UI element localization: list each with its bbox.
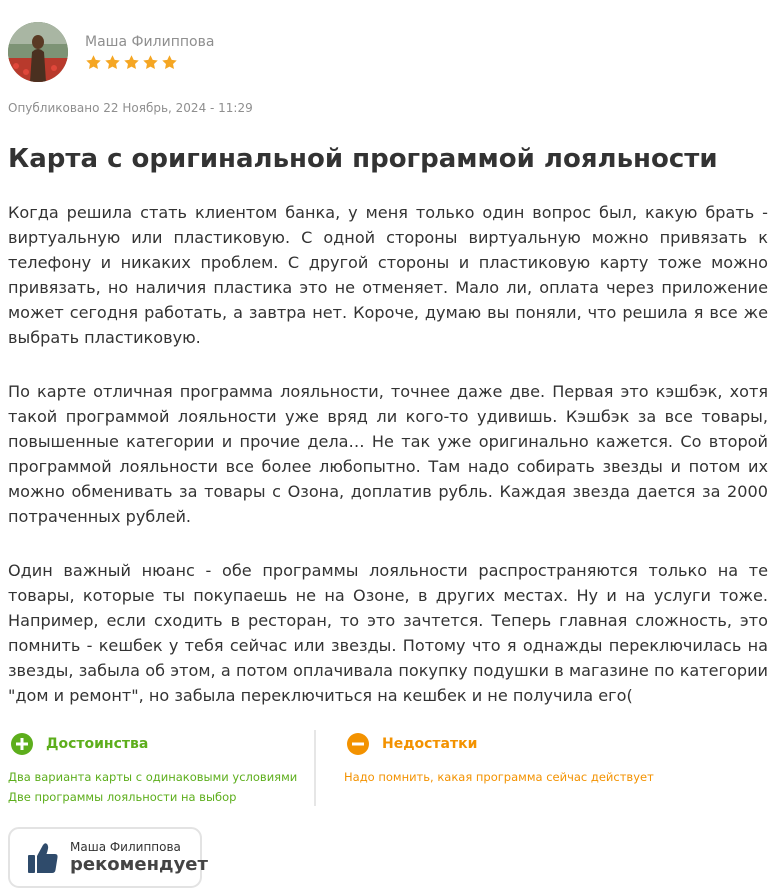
author-block bbox=[8, 22, 214, 82]
review-paragraph: По карте отличная программа лояльности, точнее даже две. Первая это кэшбэк, хотя такой программой лояльности уже вряд ли кого-то удивишь. Кэшбэк за все товары, повышенные категории и прочие дела… Не так уже оригинально кажется. Со второй программой лояльности все более любопытно. Там надо собирать звезды и потом их можно обменивать за товары с Озона, доплатив рубль. Каждая звезда дается за 2000 потраченных рублей. bbox=[8, 382, 768, 526]
pros-item: Два варианта карты с одинаковыми условиями bbox=[8, 770, 298, 784]
rating-stars bbox=[85, 54, 214, 71]
star-icon bbox=[161, 54, 178, 71]
thumbs-up-icon bbox=[28, 842, 58, 874]
pros-header bbox=[11, 733, 311, 755]
cons-item: Надо помнить, какая программа сейчас действует bbox=[344, 770, 654, 784]
pros-list bbox=[8, 767, 311, 807]
plus-circle-icon bbox=[11, 733, 33, 755]
recommend-label: рекомендует bbox=[70, 853, 208, 875]
review-paragraph: Один важный нюанс - обе программы лояльности распространяются только на те товары, которые ты покупаешь не на Озоне, в других местах. Ну и на услуги тоже. Например, если сходить в ресторан, то это зачтется. Теперь главная сложность, это помнить - кешбек у тебя сейчас или звезды. Потому что я однажды переключилась на звезды, забыла об этом, а потом оплачивала покупку подушки в магазине по категории "дом и ремонт", но забыла переключиться на кешбек и не получила его( bbox=[8, 561, 768, 705]
minus-circle-icon bbox=[347, 733, 369, 755]
pros-item: Две программы лояльности на выбор bbox=[8, 790, 237, 804]
star-icon bbox=[142, 54, 159, 71]
recommend-author: Маша Филиппова bbox=[70, 839, 181, 854]
recommend-text bbox=[70, 840, 208, 876]
star-icon bbox=[104, 54, 121, 71]
author-name[interactable]: Маша Филиппова bbox=[85, 34, 215, 50]
recommend-badge bbox=[8, 827, 208, 888]
pros-section bbox=[8, 733, 311, 807]
cons-header bbox=[347, 733, 767, 755]
cons-section bbox=[344, 733, 767, 787]
avatar[interactable] bbox=[8, 22, 68, 82]
published-date: Опубликовано 22 Ноябрь, 2024 - 11:29 bbox=[8, 101, 253, 115]
cons-list bbox=[344, 767, 767, 787]
pros-cons-divider bbox=[314, 730, 316, 806]
pros-label: Достоинства bbox=[46, 736, 149, 752]
review-title: Карта с оригинальной программой лояльности bbox=[8, 144, 718, 174]
review-body bbox=[8, 200, 768, 737]
cons-label: Недостатки bbox=[382, 736, 478, 752]
star-icon bbox=[85, 54, 102, 71]
avatar-image bbox=[8, 22, 68, 82]
review-paragraph: Когда решила стать клиентом банка, у меня только один вопрос был, какую брать - виртуальную или пластиковую. С одной стороны виртуальную можно привязать к телефону и никаких проблем. С другой стороны и пластиковую карту тоже можно привязать, но наличия пластика это не отменяет. Мало ли, оплата через приложение может сегодня работать, а завтра нет. Короче, думаю вы поняли, что решила я все же выбрать пластиковую. bbox=[8, 203, 768, 347]
star-icon bbox=[123, 54, 140, 71]
author-info bbox=[85, 34, 214, 71]
